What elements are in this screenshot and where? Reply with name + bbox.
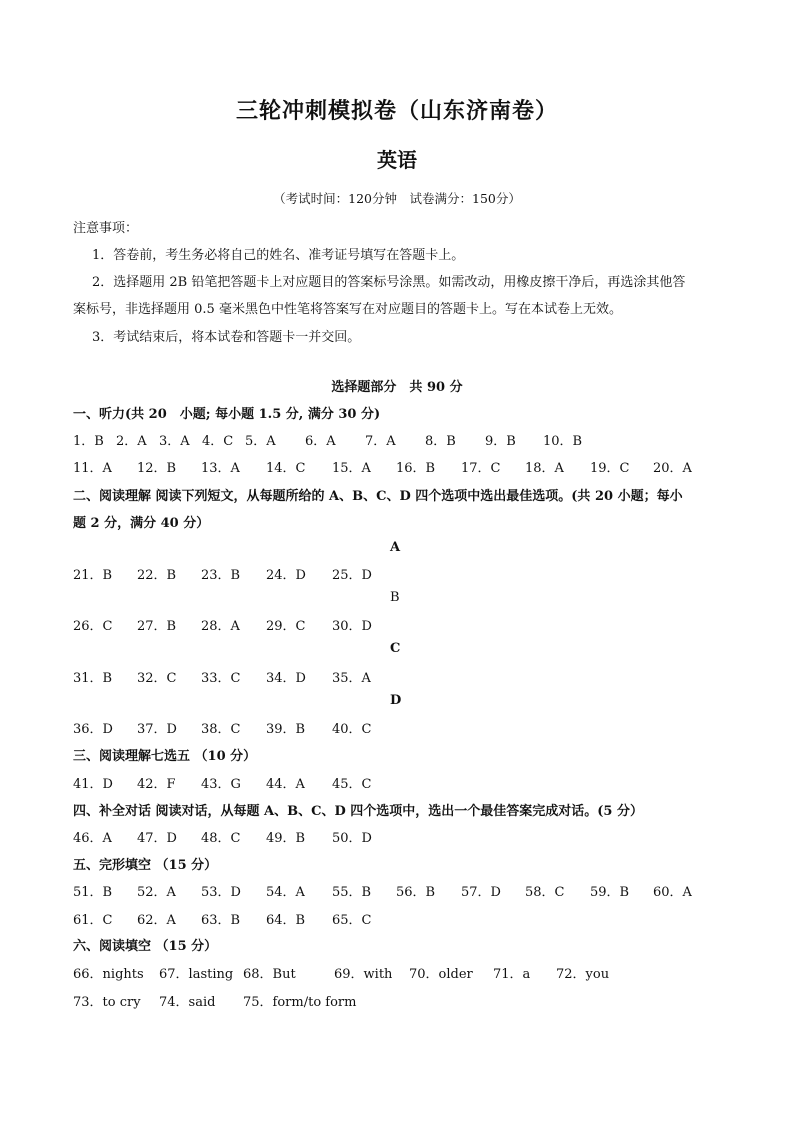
passage-label-d: D xyxy=(390,693,402,708)
answer-item: 11．A xyxy=(73,461,112,476)
answer-item: 62．A xyxy=(137,913,176,928)
answer-item: 12．B xyxy=(137,461,177,476)
answer-item: 61．C xyxy=(73,913,113,928)
section-2-heading-line-2: 题 2 分，满分 40 分） xyxy=(73,516,210,531)
answer-item: 41．D xyxy=(73,777,113,792)
answer-item: 22．B xyxy=(137,568,177,583)
answer-item: 2．A xyxy=(116,434,147,449)
answer-item: 36．D xyxy=(73,722,113,737)
answer-item: 33．C xyxy=(201,671,241,686)
answer-item: 45．C xyxy=(332,777,372,792)
answer-item: 8．B xyxy=(425,434,456,449)
answer-item: 55．B xyxy=(332,885,372,900)
section-6-heading: 六、阅读填空 （15 分） xyxy=(73,939,218,954)
answer-item: 25．D xyxy=(332,568,372,583)
answer-item: 40．C xyxy=(332,722,372,737)
answer-item: 43．G xyxy=(201,777,241,792)
section-2-heading-line-1: 二、阅读理解 阅读下列短文，从每题所给的 A、B、C、D 四个选项中选出最佳选项。(共 20 小题；每小 xyxy=(73,489,683,504)
answer-item: 49．B xyxy=(266,831,306,846)
answer-item: 50．D xyxy=(332,831,372,846)
answer-item: 27．B xyxy=(137,619,177,634)
subject-title: 英语 xyxy=(377,148,417,172)
answer-item: 19．C xyxy=(590,461,630,476)
answer-item: 4．C xyxy=(202,434,234,449)
note-item-2-line-1: 2．选择题用 2B 铅笔把答题卡上对应题目的答案标号涂黑。如需改动，用橡皮擦干净后，再选涂其他答 xyxy=(92,275,686,290)
answer-item: 1．B xyxy=(73,434,104,449)
answer-item: 67．lasting xyxy=(159,967,234,982)
section-4-heading: 四、补全对话 阅读对话，从每题 A、B、C、D 四个选项中，选出一个最佳答案完成对话。(5 分） xyxy=(73,804,643,819)
note-item-3: 3．考试结束后，将本试卷和答题卡一并交回。 xyxy=(92,330,361,345)
answer-item: 71．a xyxy=(493,967,531,982)
notes-heading: 注意事项： xyxy=(73,221,139,236)
answer-item: 9．B xyxy=(485,434,516,449)
answer-item: 57．D xyxy=(461,885,501,900)
answer-item: 35．A xyxy=(332,671,371,686)
answer-item: 37．D xyxy=(137,722,177,737)
answer-item: 68．But xyxy=(243,967,296,982)
answer-item: 38．C xyxy=(201,722,241,737)
answer-item: 28．A xyxy=(201,619,240,634)
answer-item: 46．A xyxy=(73,831,112,846)
answer-item: 59．B xyxy=(590,885,630,900)
answer-item: 32．C xyxy=(137,671,177,686)
answer-item: 65．C xyxy=(332,913,372,928)
answer-item: 26．C xyxy=(73,619,113,634)
answer-item: 75．form/to form xyxy=(243,995,357,1010)
answer-item: 34．D xyxy=(266,671,306,686)
passage-label-c: C xyxy=(390,641,401,656)
note-item-2-line-2: 案标号，非选择题用 0.5 毫米黑色中性笔将答案写在对应题目的答题卡上。写在本试卷上无效。 xyxy=(73,302,622,317)
answer-item: 5．A xyxy=(245,434,276,449)
answer-item: 74．said xyxy=(159,995,216,1010)
answer-item: 17．C xyxy=(461,461,501,476)
answer-item: 54．A xyxy=(266,885,305,900)
answer-item: 51．B xyxy=(73,885,113,900)
answer-item: 14．C xyxy=(266,461,306,476)
answer-item: 23．B xyxy=(201,568,241,583)
answer-item: 47．D xyxy=(137,831,177,846)
answer-item: 66．nights xyxy=(73,967,144,982)
passage-label-b: B xyxy=(390,590,400,605)
answer-item: 10．B xyxy=(543,434,583,449)
answer-item: 52．A xyxy=(137,885,176,900)
answer-item: 63．B xyxy=(201,913,241,928)
answer-item: 30．D xyxy=(332,619,372,634)
answer-item: 6．A xyxy=(305,434,336,449)
exam-info: （考试时间：120分钟 试卷满分：150分） xyxy=(273,191,521,206)
answer-item: 60．A xyxy=(653,885,692,900)
answer-item: 16．B xyxy=(396,461,436,476)
answer-item: 39．B xyxy=(266,722,306,737)
page-title: 三轮冲刺模拟卷（山东济南卷） xyxy=(235,98,558,124)
answer-item: 73．to cry xyxy=(73,995,141,1010)
answer-item: 18．A xyxy=(525,461,564,476)
answer-item: 72．you xyxy=(556,967,610,982)
section-5-heading: 五、完形填空 （15 分） xyxy=(73,858,218,873)
answer-item: 48．C xyxy=(201,831,241,846)
passage-label-a: A xyxy=(390,540,401,555)
answer-item: 58．C xyxy=(525,885,565,900)
answer-item: 70．older xyxy=(409,967,473,982)
answer-item: 56．B xyxy=(396,885,436,900)
answer-item: 20．A xyxy=(653,461,692,476)
part-title: 选择题部分 共 90 分 xyxy=(331,380,463,395)
answer-item: 21．B xyxy=(73,568,113,583)
answer-item: 3．A xyxy=(159,434,190,449)
answer-item: 24．D xyxy=(266,568,306,583)
answer-item: 13．A xyxy=(201,461,240,476)
answer-item: 29．C xyxy=(266,619,306,634)
answer-item: 53．D xyxy=(201,885,241,900)
answer-item: 42．F xyxy=(137,777,176,792)
answer-item: 31．B xyxy=(73,671,113,686)
answer-item: 7．A xyxy=(365,434,396,449)
answer-item: 44．A xyxy=(266,777,305,792)
answer-item: 69．with xyxy=(334,967,393,982)
answer-item: 64．B xyxy=(266,913,306,928)
note-item-1: 1．答卷前，考生务必将自己的姓名、准考证号填写在答题卡上。 xyxy=(92,248,465,263)
section-1-heading: 一、听力(共 20 小题; 每小题 1.5 分, 满分 30 分) xyxy=(73,407,381,422)
answer-item: 15．A xyxy=(332,461,371,476)
section-3-heading: 三、阅读理解七选五 （10 分） xyxy=(73,749,257,764)
